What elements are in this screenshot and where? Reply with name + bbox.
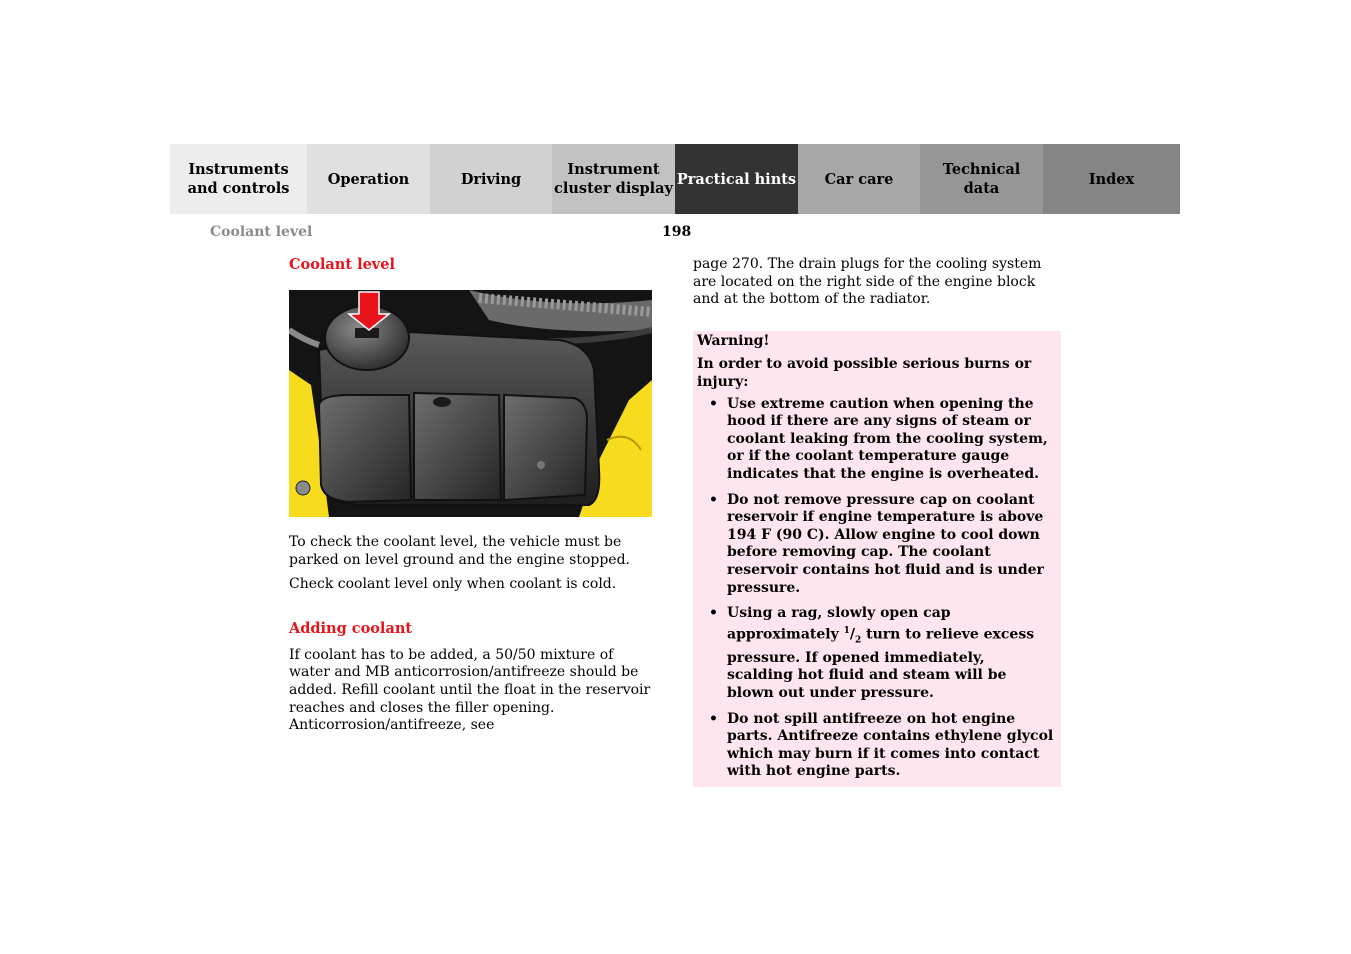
- chapter-tabs: [170, 144, 1180, 214]
- tab-driving[interactable]: [430, 144, 552, 214]
- tab-instrument-cluster-display[interactable]: [552, 144, 675, 214]
- warning-title: Warning!: [697, 332, 770, 349]
- warning-box: [693, 331, 1061, 787]
- running-header: Coolant level: [210, 224, 313, 240]
- tab-label: Car care: [824, 170, 894, 188]
- tab-practical-hints[interactable]: [675, 144, 798, 214]
- warning-item: • Do not spill antifreeze on hot engine parts. Antifreeze contains ethylene glycol which may burn if it comes into contact with hot engine parts.: [697, 711, 1055, 781]
- tab-instruments-and-controls[interactable]: [170, 144, 307, 214]
- section-heading: Adding coolant: [289, 619, 413, 637]
- tab-label-line2: and controls: [187, 180, 290, 197]
- warning-item-text: turn to relieve excess pressure. If opened immediately, scalding hot fluid and steam will be blown out under pressure.: [727, 626, 1035, 701]
- fraction-denominator: 2: [855, 635, 862, 646]
- tab-label: Driving: [460, 170, 522, 188]
- warning-item-text: Using a rag, slowly open cap approximately: [727, 605, 951, 643]
- right-column: [693, 256, 1061, 787]
- tab-label: Index: [1088, 170, 1135, 188]
- page-number: 198: [662, 224, 692, 240]
- tab-label: Technical: [942, 161, 1021, 178]
- coolant-reservoir-illustration: [289, 290, 652, 517]
- warning-intro: In order to avoid possible serious burns or injury:: [697, 356, 1032, 390]
- warning-list: [697, 396, 1055, 781]
- tab-label-line2: cluster display: [554, 180, 673, 197]
- tab-label: Practical hints: [676, 170, 797, 188]
- tab-index[interactable]: [1043, 144, 1180, 214]
- tab-label: Operation: [327, 170, 410, 188]
- body-text: If coolant has to be added, a 50/50 mixture of water and MB anticorrosion/antifreeze should be added. Refill coolant until the float in the reservoir reaches and closes the filler opening. Anticorrosion/antifreeze, see: [289, 646, 651, 734]
- body-text: To check the coolant level, the vehicle must be parked on level ground and the engine stopped.: [289, 534, 630, 568]
- warning-item: • Use extreme caution when opening the hood if there are any signs of steam or coolant leaking from the cooling system, or if the coolant temperature gauge indicates that the engine is overheated.: [697, 396, 1055, 484]
- tab-label: Instrument: [567, 161, 660, 178]
- fraction-numerator: 1: [843, 625, 850, 636]
- section-heading: Coolant level: [289, 256, 395, 273]
- warning-item: • Using a rag, slowly open cap approximately $^1/_2$ turn to relieve excess pressure. If opened immediately, scalding hot fluid and steam will be blown out under pressure.: [697, 605, 1055, 702]
- tab-car-care[interactable]: [798, 144, 920, 214]
- body-text: Check coolant level only when coolant is cold.: [289, 576, 617, 593]
- tab-label: Instruments: [188, 161, 289, 178]
- body-text: page 270. The drain plugs for the cooling system are located on the right side of the engine block and at the bottom of the radiator.: [693, 256, 1042, 308]
- tab-label-line2: data: [963, 180, 1000, 197]
- tab-technical-data[interactable]: [920, 144, 1043, 214]
- tab-operation[interactable]: [307, 144, 430, 214]
- left-column: [289, 256, 657, 735]
- warning-item: • Do not remove pressure cap on coolant reservoir if engine temperature is above 194 F (90 C). Allow engine to cool down before removing cap. The coolant reservoir contains hot fluid and is under pressure.: [697, 492, 1055, 598]
